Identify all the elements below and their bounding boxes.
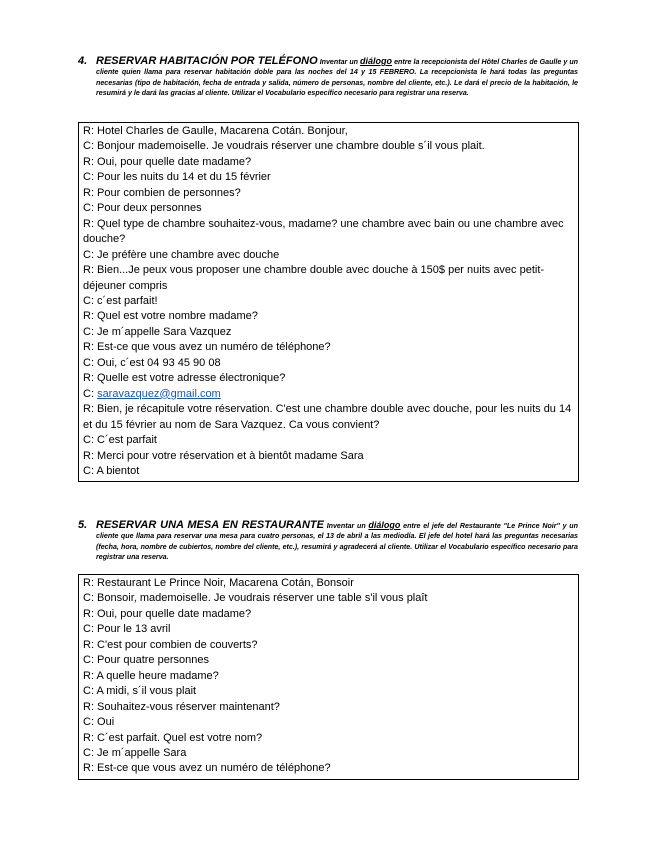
dialogue-line: R: Souhaitez-vous réserver maintenant? <box>83 700 280 713</box>
dialogue-line: C: Pour quatre personnes <box>83 654 209 667</box>
dialogue-line: R: Quelle est votre adresse électronique? <box>83 372 286 385</box>
dialogue-box-4 <box>78 122 579 482</box>
dialogue-line: R: Quel type de chambre souhaitez-vous, madame? une chambre avec bain ou une chambre avec douche? <box>83 217 564 246</box>
dialogue-line: R: Restaurant Le Prince Noir, Macarena Cotán, Bonsoir <box>83 577 354 589</box>
dialogue-line: C: C´est parfait <box>83 434 157 447</box>
section-4-heading: RESERVAR HABITACIÓN POR TELÉFONO <box>96 55 318 67</box>
dialogue-line: C: Je préfère une chambre avec douche <box>83 248 280 261</box>
dialogue-line: C: Je m´appelle Sara Vazquez <box>83 325 232 338</box>
section-5-instr-a: Inventar un <box>326 522 366 530</box>
dialogue-box-5 <box>78 574 579 780</box>
dialogue-line: R: Oui, pour quelle date madame? <box>83 607 252 620</box>
section-5-heading: RESERVAR UNA MESA EN RESTAURANTE <box>96 519 324 531</box>
dialogue-line: R: C´est parfait. Quel est votre nom? <box>83 731 263 744</box>
email-prefix: C: <box>83 387 94 400</box>
dialogue-line: C: Pour le 13 avril <box>83 623 171 636</box>
section-5 <box>78 520 578 563</box>
dialogue-line: R: Hotel Charles de Gaulle, Macarena Cotán. Bonjour, <box>83 125 348 137</box>
section-4-number: 4. <box>78 55 88 67</box>
dialogue-line: C: A midi, s´il vous plait <box>83 685 197 698</box>
dialogue-line: R: Merci pour votre réservation et à bientôt madame Sara <box>83 449 364 462</box>
section-4-instructions <box>78 56 578 99</box>
dialogue-line-email <box>83 387 574 402</box>
dialogue-line: R: Est-ce que vous avez un numéro de téléphone? <box>83 341 331 354</box>
dialogue-line: C: Je m´appelle Sara <box>83 746 187 759</box>
section-5-instr-b: entre el jefe del Restaurante "Le Prince Noir" y un cliente que llama para reservar una mesa para cuatro personas, el 13 de abril a las mediodía. El jefe del hotel hará las preguntas necesarias (fecha, hora, nombre de cubiertos, nombre del cliente, etc.), resumirá y agradecerá al cliente. Utilizar el Vocabulario específico necesario para registrar una reserva. <box>96 522 578 562</box>
dialogue-line: R: Quel est votre nombre madame? <box>83 310 258 323</box>
dialogue-line: C: Bonsoir, mademoiselle. Je voudrais réserver une table s'il vous plaît <box>83 592 428 605</box>
dialogue-line: C: Bonjour mademoiselle. Je voudrais réserver une chambre double s´il vous plait. <box>83 140 485 153</box>
dialogue-line: C: c´est parfait! <box>83 294 158 307</box>
dialogue-line: C: Oui, c´est 04 93 45 90 08 <box>83 356 221 369</box>
section-4-instr-link: diálogo <box>360 56 393 66</box>
dialogue-line: C: A bientot <box>83 464 140 477</box>
dialogue-line: R: Pour combien de personnes? <box>83 186 241 199</box>
section-5-number: 5. <box>78 519 88 531</box>
dialogue-line: C: Pour les nuits du 14 et du 15 février <box>83 171 271 184</box>
dialogue-line: R: C'est pour combien de couverts? <box>83 638 258 651</box>
section-4-instr-a: Inventar un <box>319 58 358 66</box>
dialogue-line: R: Oui, pour quelle date madame? <box>83 155 252 168</box>
section-4 <box>78 56 578 99</box>
dialogue-line: R: A quelle heure madame? <box>83 669 219 682</box>
section-5-instr-link: diálogo <box>368 520 401 530</box>
dialogue-line: C: Oui <box>83 716 115 729</box>
section-4-instr-b: entre la recepcionista del Hôtel Charles de Gaulle y un cliente quien llama para reservar habitación doble para las noches del 14 y 15 FEBRERO. La recepcionista le hará todas las preguntas necesarias (tipo de habitación, fecha de entrada y salida, número de personas, nombre del cliente, etc.). Le dará el precio de la habitación, le resumirá y le dará las gracias al cliente. Utilizar el Vocabulario específico necesario para registrar una reserva. <box>96 58 578 98</box>
dialogue-line: R: Est-ce que vous avez un numéro de téléphone? <box>83 762 331 775</box>
dialogue-line: R: Bien, je récapitule votre réservation. C'est une chambre double avec douche, pour les nuits du 14 et du 15 février au nom de Sara Vazquez. Ca vous convient? <box>83 403 572 431</box>
dialogue-line: C: Pour deux personnes <box>83 202 202 215</box>
section-5-instructions <box>78 520 578 563</box>
dialogue-line: R: Bien...Je peux vous proposer une chambre double avec douche à 150$ per nuits avec petit-déjeuner compris <box>83 264 545 292</box>
email-link[interactable]: saravazquez@gmail.com <box>97 387 221 400</box>
